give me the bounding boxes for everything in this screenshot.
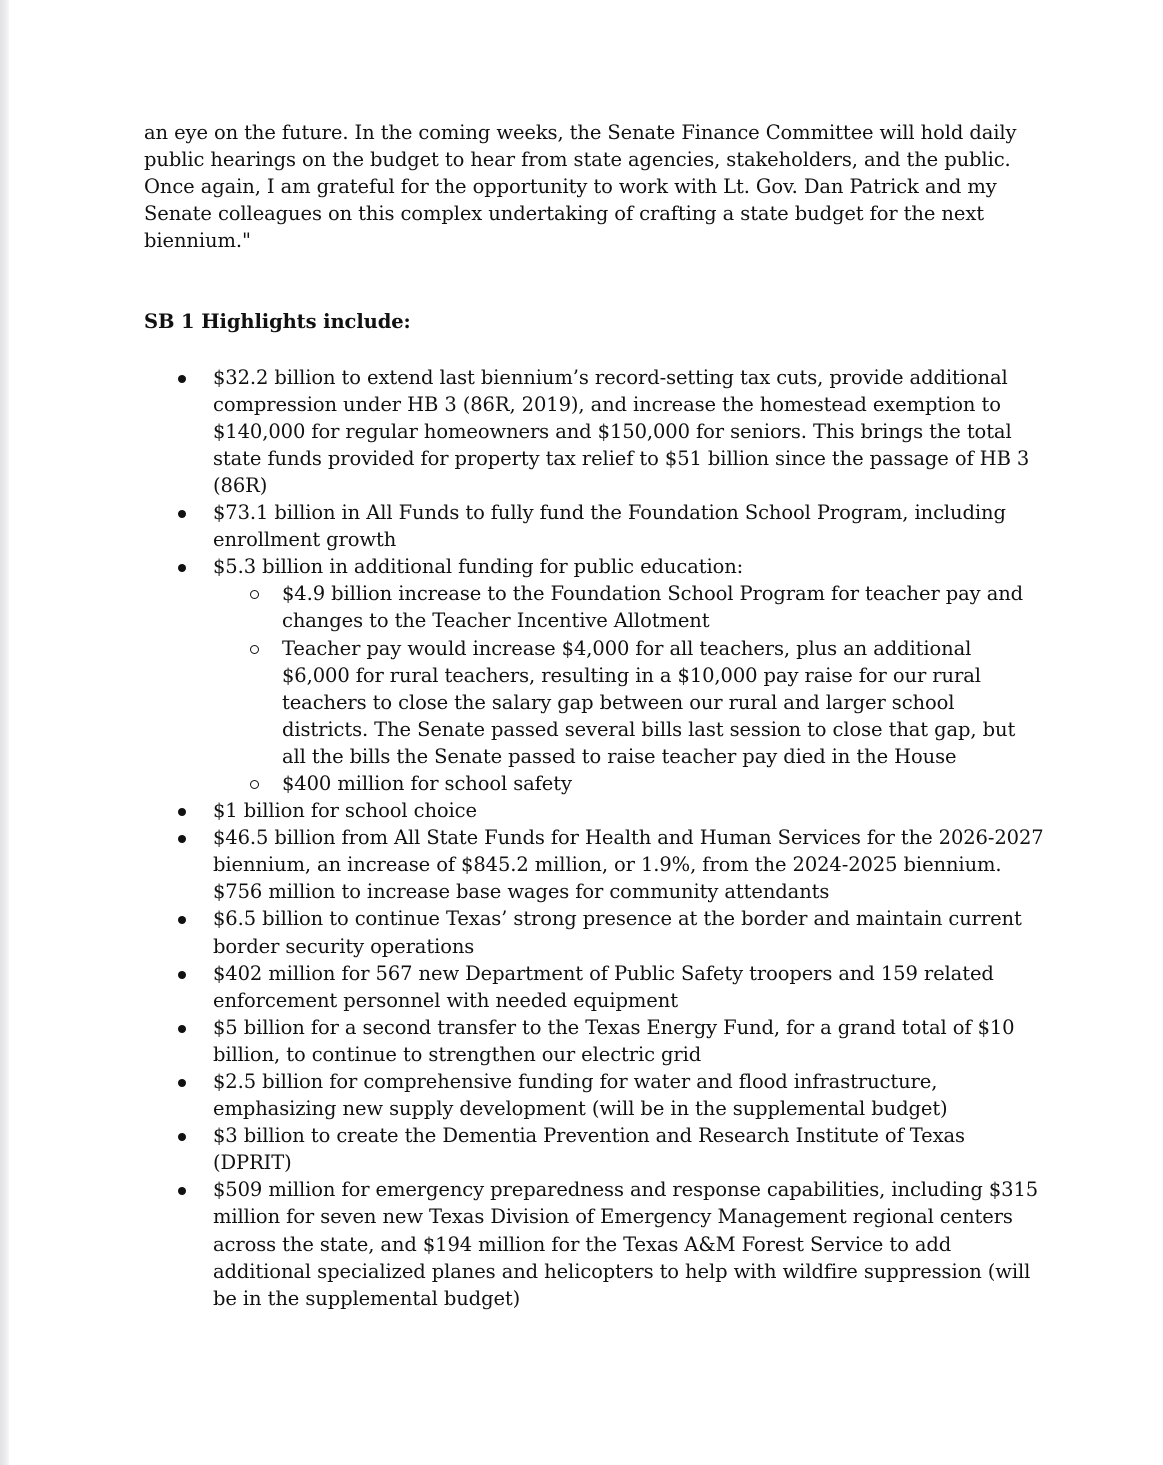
highlight-item (144, 1122, 1044, 1176)
highlight-item (144, 1068, 1044, 1122)
bullet-icon (178, 1079, 186, 1087)
document-page (144, 119, 1044, 1312)
bullet-icon (178, 1133, 186, 1141)
bullet-icon (178, 808, 186, 816)
highlight-text: $46.5 billion from All State Funds for Health and Human Services for the 2026-2027 biennium, an increase of $845.2 million, or 1.9%, from the 2024-2025 biennium. $756 million to increase base wages for community attendants (213, 826, 1044, 904)
intro-paragraph: an eye on the future. In the coming weeks, the Senate Finance Committee will hold daily public hearings on the budget to hear from state agencies, stakeholders, and the public. Once again, I am grateful for the opportunity to work with Lt. Gov. Dan Patrick and my Senate colleagues on this complex undertaking of crafting a state budget for the next biennium." (144, 121, 1017, 253)
hollow-bullet-icon (250, 645, 259, 654)
highlight-item (144, 960, 1044, 1014)
highlight-item (144, 905, 1044, 959)
sub-item (213, 635, 1044, 770)
highlight-item (144, 1014, 1044, 1068)
highlight-text: $509 million for emergency preparedness and response capabilities, including $315 million for seven new Texas Division of Emergency Management regional centers across the state, and $194 million for the Texas A&M Forest Service to add additional specialized planes and helicopters to help with wildfire suppression (will be in the supplemental budget) (213, 1178, 1039, 1310)
highlight-item (144, 1176, 1044, 1311)
highlight-text: $5 billion for a second transfer to the Texas Energy Fund, for a grand total of $10 billion, to continue to strengthen our electric grid (213, 1015, 1015, 1066)
highlight-text: $5.3 billion in additional funding for public education: (213, 555, 744, 579)
sub-item (213, 770, 1044, 797)
highlights-list (144, 364, 1044, 1312)
highlight-item (144, 364, 1044, 499)
sub-item (213, 580, 1044, 634)
sub-item-text: $400 million for school safety (282, 771, 572, 795)
highlight-text: $1 billion for school choice (213, 799, 477, 823)
highlight-item (144, 824, 1044, 905)
page-edge-shadow (0, 0, 9, 1465)
sub-list (213, 580, 1044, 797)
bullet-icon (178, 1187, 186, 1195)
highlight-text: $2.5 billion for comprehensive funding for water and flood infrastructure, emphasizing new supply development (will be in the supplemental budget) (213, 1070, 948, 1121)
highlight-text: $73.1 billion in All Funds to fully fund the Foundation School Program, including enrollment growth (213, 501, 1006, 552)
sub-item-text: $4.9 billion increase to the Foundation School Program for teacher pay and changes to the Teacher Incentive Allotment (282, 582, 1024, 633)
highlight-text: $6.5 billion to continue Texas’ strong presence at the border and maintain current border security operations (213, 907, 1022, 958)
highlight-text: $402 million for 567 new Department of Public Safety troopers and 159 related enforcement personnel with needed equipment (213, 961, 994, 1012)
sub-item-text: Teacher pay would increase $4,000 for all teachers, plus an additional $6,000 for rural teachers, resulting in a $10,000 pay raise for our rural teachers to close the salary gap between our rural and larger school districts. The Senate passed several bills last session to close that gap, but all the bills the Senate passed to raise teacher pay died in the House (282, 636, 1016, 768)
bullet-icon (178, 564, 186, 572)
highlight-item (144, 797, 1044, 824)
highlights-heading: SB 1 Highlights include: (144, 310, 411, 334)
bullet-icon (178, 916, 186, 924)
bullet-icon (178, 971, 186, 979)
bullet-icon (178, 375, 186, 383)
hollow-bullet-icon (250, 780, 259, 789)
bullet-icon (178, 510, 186, 518)
hollow-bullet-icon (250, 590, 259, 599)
bullet-icon (178, 835, 186, 843)
bullet-icon (178, 1025, 186, 1033)
highlight-item (144, 553, 1044, 797)
highlight-text: $32.2 billion to extend last biennium’s record-setting tax cuts, provide additional compression under HB 3 (86R, 2019), and increase the homestead exemption to $140,000 for regular homeowners and $150,000 for seniors. This brings the total state funds provided for property tax relief to $51 billion since the passage of HB 3 (86R) (213, 365, 1030, 497)
highlight-item (144, 499, 1044, 553)
highlight-text: $3 billion to create the Dementia Prevention and Research Institute of Texas (DPRIT) (213, 1124, 965, 1175)
